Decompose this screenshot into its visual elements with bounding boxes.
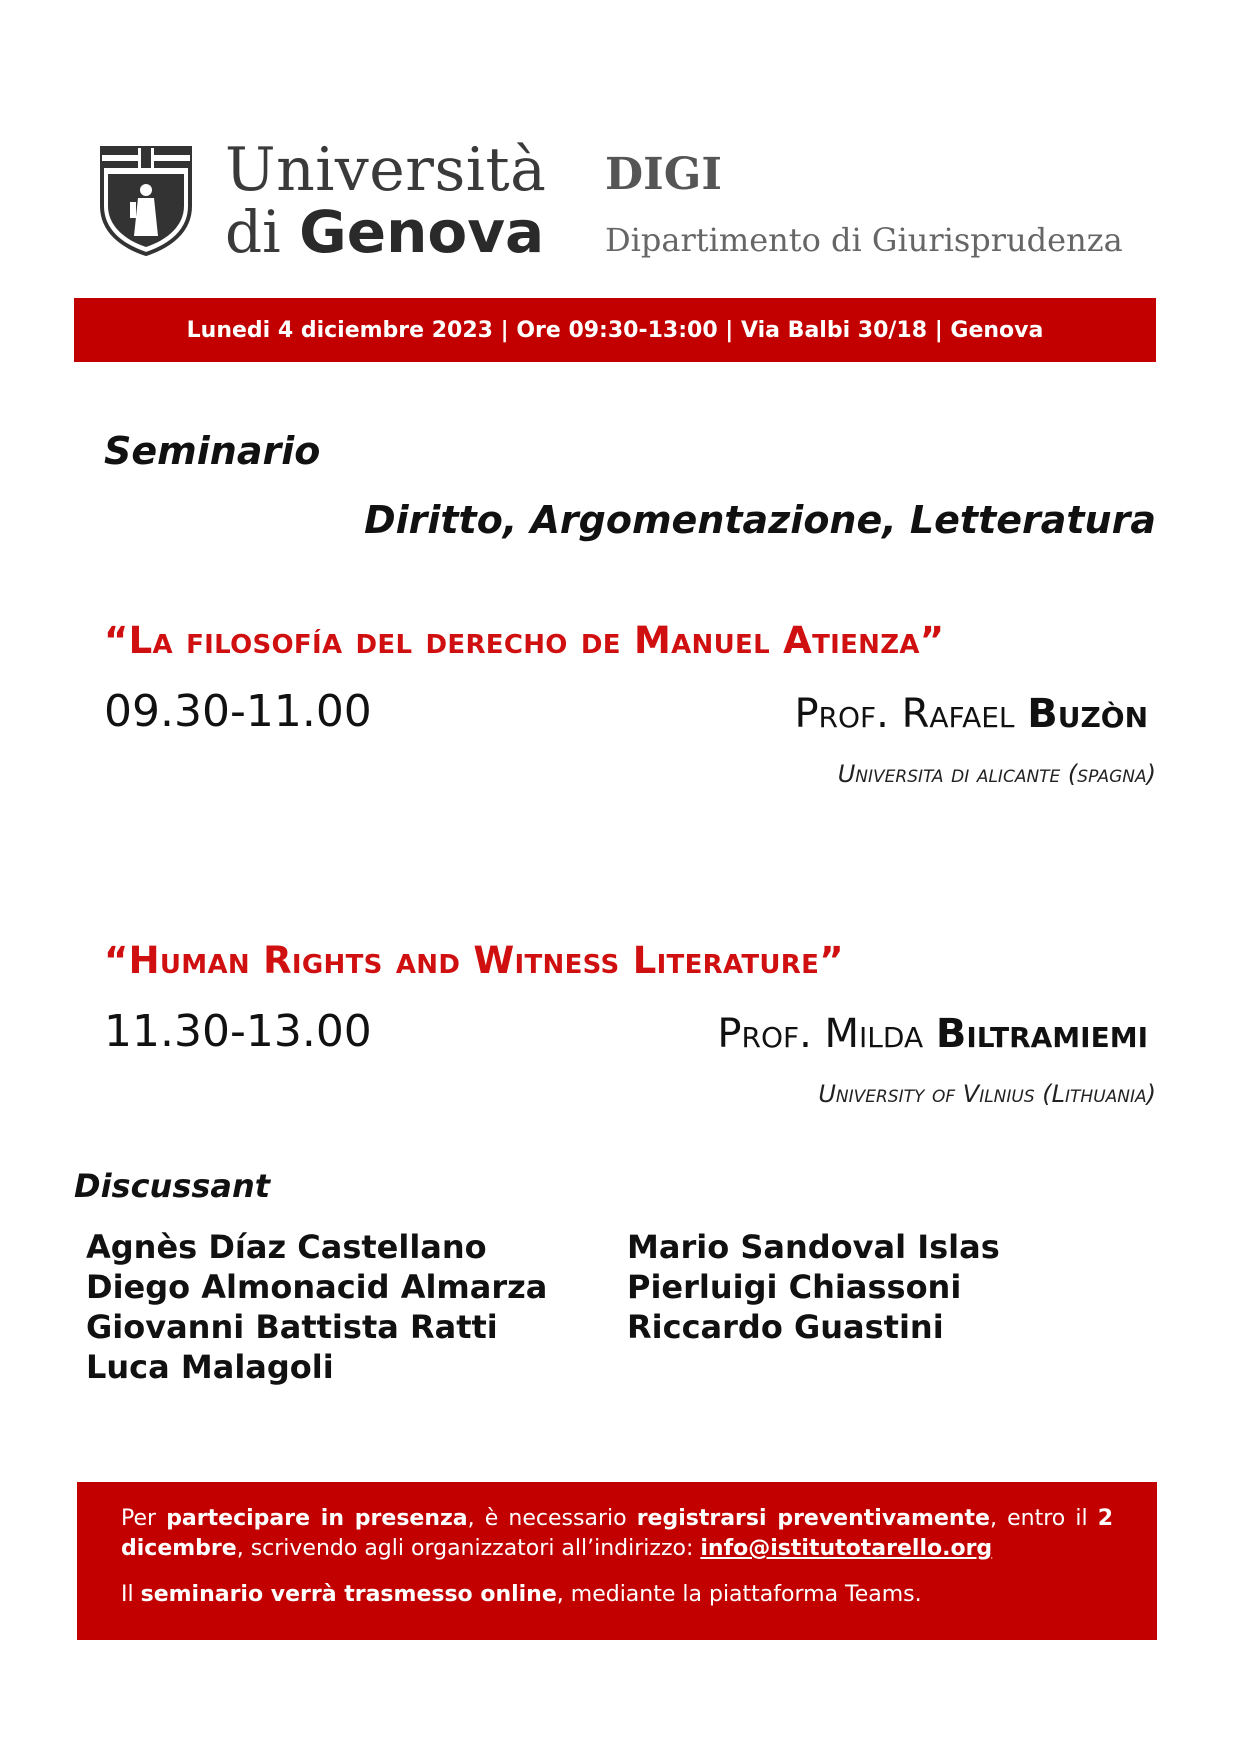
seminar-title: Diritto, Argomentazione, Letteratura [364, 498, 1156, 542]
talk-2-time: 11.30-13.00 [104, 1006, 372, 1057]
university-name-prefix: di [225, 198, 281, 266]
talk-2-speaker-name: Prof. Milda [717, 1011, 936, 1057]
university-shield-logo [100, 146, 192, 256]
talk-1-speaker-surname: Buzòn [1027, 691, 1148, 737]
talk-1-title: “La filosofía del derecho de Manuel Atienza” [104, 619, 945, 662]
department-acronym: DIGI [605, 149, 722, 200]
talk-2-affiliation: University of Vilnius (Lithuania) [818, 1080, 1156, 1108]
discussant-list-left [86, 1227, 547, 1387]
discussant-name: Agnès Díaz Castellano [86, 1228, 487, 1266]
talk-1-speaker-name: Prof. Rafael [794, 691, 1028, 737]
seminar-label: Seminario [104, 429, 321, 473]
footer-text: Per [121, 1506, 167, 1531]
talk-2-speaker-surname: Biltramiemi [935, 1011, 1148, 1057]
streaming-paragraph [121, 1580, 1113, 1610]
footer-text: , è necessario [467, 1506, 637, 1531]
discussant-label: Discussant [74, 1167, 271, 1205]
footer-text: , scrivendo agli organizzatori all’indirizzo: [236, 1536, 701, 1561]
talk-2-title: “Human Rights and Witness Literature” [104, 939, 844, 982]
footer-emphasis: seminario verrà trasmesso online [140, 1582, 557, 1607]
footer-deadline: 2 dicembre [121, 1506, 1113, 1561]
department-name: Dipartimento di Giurisprudenza [605, 221, 1123, 259]
university-name-line2 [225, 200, 544, 264]
talk-2-speaker [717, 1008, 1148, 1060]
discussant-name: Mario Sandoval Islas [627, 1228, 1000, 1266]
footer-text: Il [121, 1582, 141, 1607]
university-name-line1: Università [225, 135, 547, 205]
discussant-name: Giovanni Battista Ratti [86, 1308, 498, 1346]
footer-emphasis: partecipare in presenza [166, 1506, 468, 1531]
registration-paragraph [121, 1504, 1113, 1564]
discussant-list-right [627, 1227, 1000, 1347]
talk-1-affiliation: Universita di alicante (spagna) [837, 760, 1156, 788]
discussant-name: Riccardo Guastini [627, 1308, 944, 1346]
registration-info-box [77, 1482, 1157, 1640]
contact-email-link[interactable]: info@istitutotarello.org [700, 1536, 993, 1561]
footer-text: , mediante la piattaforma Teams. [556, 1582, 922, 1607]
date-location-band: Lunedi 4 diciembre 2023 | Ore 09:30-13:00 | Via Balbi 30/18 | Genova [74, 298, 1156, 362]
discussant-name: Diego Almonacid Almarza [86, 1268, 548, 1306]
discussant-name: Luca Malagoli [86, 1348, 334, 1386]
footer-text: , entro il [989, 1506, 1098, 1531]
talk-1-time: 09.30-11.00 [104, 686, 372, 737]
footer-emphasis: registrarsi preventivamente [636, 1506, 990, 1531]
discussant-name: Pierluigi Chiassoni [627, 1268, 962, 1306]
university-name-city: Genova [299, 198, 545, 266]
talk-1-speaker [794, 688, 1148, 740]
